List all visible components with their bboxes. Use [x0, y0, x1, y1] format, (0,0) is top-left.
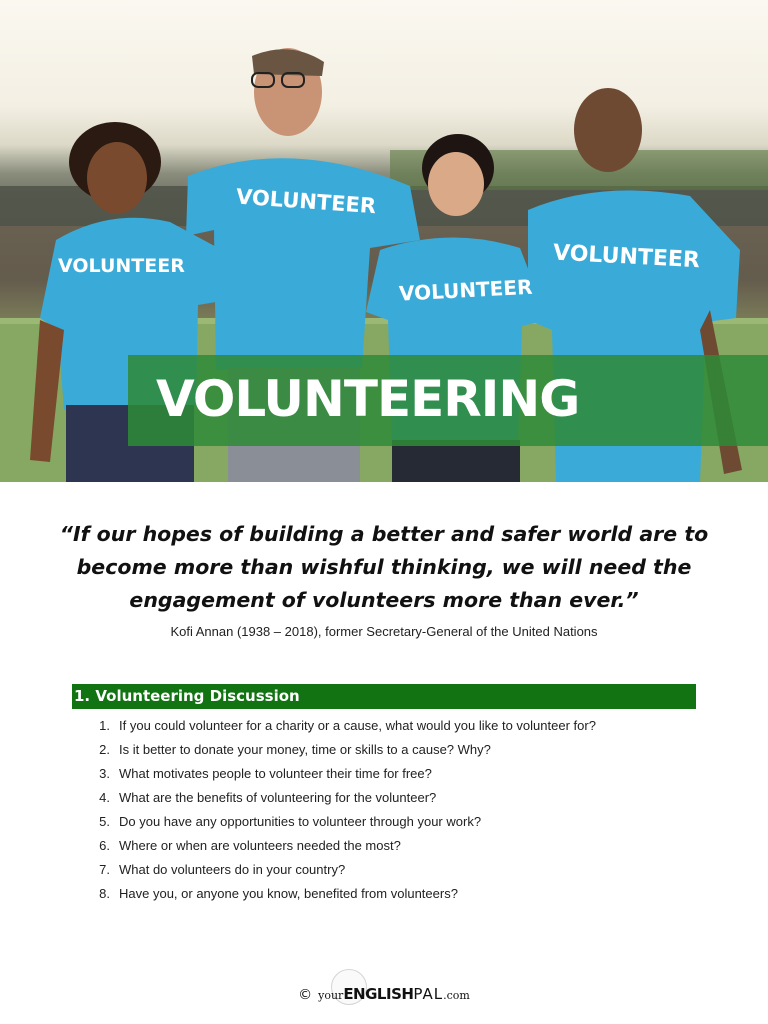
question-text: What motivates people to volunteer their time for free?	[119, 766, 432, 781]
question-number: 1.	[99, 718, 110, 733]
quote-text: “If our hopes of building a better and safer world are to become more than wishful thinking, we will need the engagement of volunteers more than ever.”	[59, 522, 709, 612]
question-number: 2.	[99, 742, 110, 757]
list-item	[86, 859, 706, 883]
question-number: 7.	[99, 862, 110, 877]
page-title: VOLUNTEERING	[156, 370, 580, 428]
list-item	[86, 811, 706, 835]
section-header	[72, 684, 696, 709]
question-number: 3.	[99, 766, 110, 781]
question-text: What are the benefits of volunteering for the volunteer?	[119, 790, 437, 805]
question-text: If you could volunteer for a charity or a cause, what would you like to volunteer for?	[119, 718, 596, 733]
shirt-text-3: VOLUNTEER	[398, 274, 533, 306]
question-text: Do you have any opportunities to volunteer through your work?	[119, 814, 482, 829]
shirt-text-1: VOLUNTEER	[58, 255, 185, 277]
brand-english: ENGLISH	[343, 985, 414, 1003]
brand-domain: .com	[443, 989, 470, 1002]
brand-pal: PAL	[413, 985, 444, 1003]
section-title: 1. Volunteering Discussion	[74, 687, 300, 705]
question-list	[86, 715, 706, 907]
question-number: 8.	[99, 886, 110, 901]
title-banner	[128, 355, 768, 446]
question-text: Where or when are volunteers needed the most?	[119, 838, 401, 853]
list-item	[86, 763, 706, 787]
footer-brand[interactable]	[0, 983, 768, 1007]
list-item	[86, 739, 706, 763]
question-text: Is it better to donate your money, time or skills to a cause? Why?	[119, 742, 491, 757]
question-number: 6.	[99, 838, 110, 853]
copyright-symbol: ©	[298, 987, 313, 1003]
list-item	[86, 787, 706, 811]
question-number: 4.	[99, 790, 110, 805]
list-item	[86, 715, 706, 739]
hero-photo	[0, 0, 768, 482]
list-item	[86, 883, 706, 907]
question-number: 5.	[99, 814, 110, 829]
shirt-text-4: VOLUNTEER	[552, 240, 701, 274]
question-text: Have you, or anyone you know, benefited from volunteers?	[119, 886, 458, 901]
brand-your: your	[318, 989, 344, 1002]
quote-author: Kofi Annan (1938 – 2018), former Secretary-General of the United Nations	[170, 624, 598, 639]
question-text: What do volunteers do in your country?	[119, 862, 346, 877]
shirt-text-2: VOLUNTEER	[235, 184, 377, 219]
list-item	[86, 835, 706, 859]
